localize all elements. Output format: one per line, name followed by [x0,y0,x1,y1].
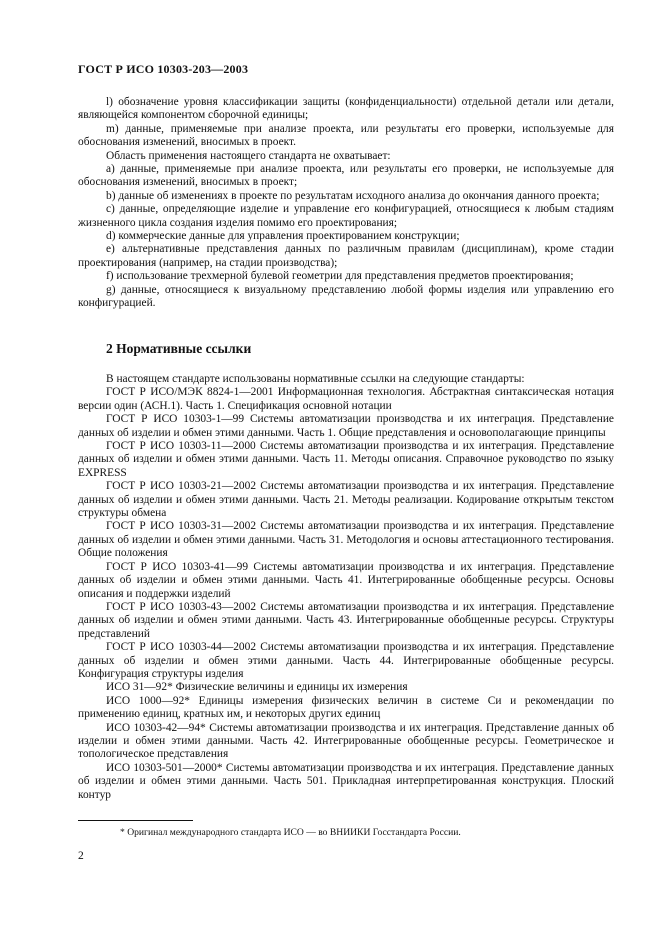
scope-exclusion-g: g) данные, относящиеся к визуальному представлению любой формы изделия или управлению его конфигурацией. [78,283,614,310]
reference-item: ИСО 10303-42—94* Системы автоматизации производства и их интеграция. Представление данных об изделии и обмен этими данными. Часть 42. Интегрированные обобщенные ресурсы. Геометрическое и топологическое представления [78,721,614,761]
references-intro: В настоящем стандарте использованы нормативные ссылки на следующие стандарты: [106,373,525,385]
references-list [78,373,614,802]
page-number: 2 [78,850,84,862]
reference-item: ИСО 1000—92* Единицы измерения физических величин в системе Си и рекомендации по применению единиц, кратных им, и некоторых других единиц [78,694,614,721]
reference-item: ГОСТ Р ИСО 10303-41—99 Системы автоматизации производства и их интеграция. Представление данных об изделии и обмен этими данными. Часть 41. Интегрированные обобщенные ресурсы. Основы описания и поддержки изделий [78,560,614,600]
section-title: 2 Нормативные ссылки [106,341,252,356]
scope-exclusion-c: c) данные, определяющие изделие и управление его конфигурацией, относящиеся к любым стадиям жизненного цикла создания изделия помимо его проектирования; [78,203,614,229]
footnote: * Оригинал международного стандарта ИСО — во ВНИИКИ Госстандарта России. [120,827,461,838]
reference-item: ГОСТ Р ИСО 10303-11—2000 Системы автоматизации производства и их интеграция. Представление данных об изделии и обмен этими данными. Часть 11. Методы описания. Справочное руководство по языку EXPRESS [78,440,614,479]
footnote-divider [78,820,193,821]
reference-item: ГОСТ Р ИСО/МЭК 8824-1—2001 Информационная технология. Абстрактная синтаксическая нотация версии один (АСН.1). Часть 1. Спецификация основной нотации [78,386,614,412]
scope-exclusion-intro: Область применения настоящего стандарта не охватывает: [106,149,391,162]
reference-item: ГОСТ Р ИСО 10303-43—2002 Системы автоматизации производства и их интеграция. Представление данных об изделии и обмен этими данными. Часть 43. Интегрированные обобщенные ресурсы. Структуры представлений [78,600,614,640]
reference-item: ИСО 31—92* Физические величины и единицы их измерения [106,681,408,694]
scope-list [78,96,614,311]
scope-exclusion-e: e) альтернативные представления данных по различным правилам (дисциплинам), кроме стадии проектирования (например, на стадии производства); [78,243,614,269]
scope-item-m: m) данные, применяемые при анализе проекта, или результаты его проверки, используемые для обоснования изменений, вносимых в проект. [78,122,614,149]
reference-item: ГОСТ Р ИСО 10303-31—2002 Системы автоматизации производства и их интеграция. Представление данных об изделии и обмен этими данными. Часть 31. Методология и основы аттестационного тестирования. Общие положения [78,520,614,560]
scope-exclusion-d: d) коммерческие данные для управления проектированием конструкции; [106,230,460,243]
scope-exclusion-b: b) данные об изменениях в проекте по результатам исходного анализа до окончания данного проекта; [106,189,600,202]
reference-item: ГОСТ Р ИСО 10303-1—99 Системы автоматизации производства и их интеграция. Представление данных об изделии и обмен этими данными. Часть 1. Общие представления и основополагающие принципы [78,413,614,439]
scope-item-l: l) обозначение уровня классификации защиты (конфиденциальности) отдельной детали или детали, являющейся компонентом сборочной единицы; [78,96,614,122]
reference-item: ГОСТ Р ИСО 10303-44—2002 Системы автоматизации производства и их интеграция. Представление данных об изделии и обмен этими данными. Часть 44. Интегрированные обобщенные ресурсы. Конфигурация структуры изделия [78,641,614,680]
standard-header: ГОСТ Р ИСО 10303-203—2003 [78,62,249,76]
reference-item: ИСО 10303-501—2000* Системы автоматизации производства и их интеграция. Представление данных об изделии и обмен этими данными. Часть 501. Прикладная интерпретированная конструкция. Плоский контур [78,761,614,801]
reference-item: ГОСТ Р ИСО 10303-21—2002 Системы автоматизации производства и их интеграция. Представление данных об изделии и обмен этими данными. Часть 21. Методы реализации. Кодирование открытым текстом структуры обмена [78,480,614,520]
scope-exclusion-f: f) использование трехмерной булевой геометрии для представления предметов проектирования; [106,270,574,283]
scope-exclusion-a: a) данные, применяемые при анализе проекта, или результаты его проверки, не используемые для обоснования изменений, вносимых в проект; [78,163,614,189]
